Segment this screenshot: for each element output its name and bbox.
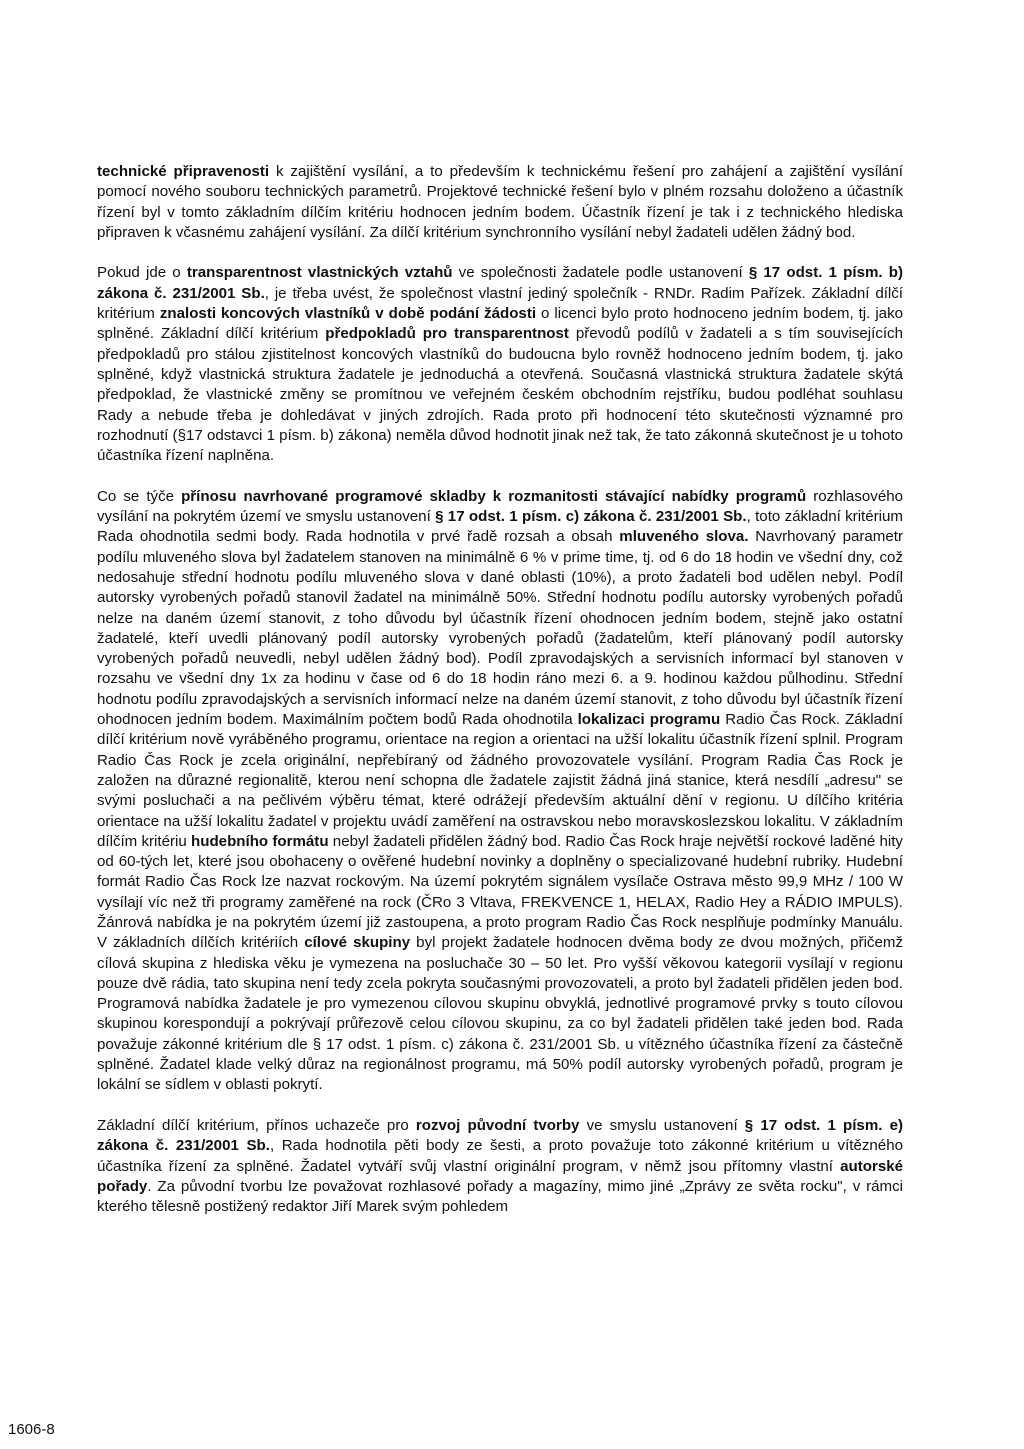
text-run: , toto základní kritérium Rada ohodnotila sedmi body. Rada hodnotila v prvé řadě rozsah a obsah xyxy=(97,508,903,546)
paragraph-program-diversity xyxy=(97,487,903,1096)
text-run: Navrhovaný parametr podílu mluveného slova byl žadatelem stanoven na minimálně 6 % v prime time, tj. od 6 do 18 hodin ve všední dny, což nedosahuje střední hodnotu podílu mluveného slova v dané oblasti (10%), a proto žadateli bod udělen nebyl. Podíl autorsky vyrobených pořadů stanovil žadatel na minimálně 50%. Střední hodnotu podílu autorsky vyrobených pořadů nelze na daném území stanovit, z toho důvodu byl účastník řízení ohodnocen jedním bodem, stejně jako ostatní žadatelé, kteří uvedli plánovaný podíl autorsky vyrobených pořadů (žadatelům, kteří plánovaný podíl autorsky vyrobených pořadů neuvedli, nebyl udělen žádný bod). Podíl zpravodajských a servisních informací byl stanoven v rozsahu ve všední dny 1x za hodinu v čase od 6 do 18 hodin ráno mezi 6. a 9. hodinou každou půlhodinu. Střední hodnotu podílu zpravodajských a servisních informací nelze na daném území stanovit, z toho důvodu byl účastník řízení ohodnocen jedním bodem. Maximálním počtem bodů Rada ohodnotila xyxy=(97,528,903,729)
bold-text-run: hudebního formátu xyxy=(191,832,329,850)
bold-text-run: § 17 odst. 1 písm. c) zákona č. 231/2001 Sb. xyxy=(435,508,747,526)
text-run: o licenci bylo proto hodnoceno jedním bodem, tj. jako splněné. Základní dílčí kritérium xyxy=(97,305,904,343)
text-run: rozhlasového vysílání na pokrytém území ve smyslu ustanovení xyxy=(97,487,904,526)
text-run: k zajištění vysílání, a to především k technickému řešení pro zahájení a zajištění vysílání pomocí nového souboru technických parametrů. Projektové technické řešení bylo v plném rozsahu doloženo a účastník řízení byl v tomto základním dílčím kritériu hodnocen jedním bodem. Účastník řízení je tak i z technického hlediska připraven k včasnému zahájení vysílání. Za dílčí kritérium synchronního vysílání nebyl žadateli udělen žádný bod. xyxy=(97,163,903,241)
document-body xyxy=(97,162,903,1217)
text-run: ve společnosti žadatele podle ustanovení xyxy=(452,264,749,282)
bold-text-run: § 17 odst. 1 písm. b) zákona č. 231/2001 Sb. xyxy=(97,264,903,302)
text-run: byl projekt žadatele hodnocen dvěma body ze dvou možných, přičemž cílová skupina z hlediska věku je vymezena na posluchače 30 – 50 let. Pro vyšší věkovou kategorii vysílají v regionu pouze dvě rádia, tato skupina není tedy zcela pokryta současnými provozovateli, a proto byl žadateli přidělen jeden bod. Programová nabídka žadatele je pro vymezenou cílovou skupinu obvyklá, jednotlivé programové prvky s touto cílovou skupinou korespondují a pokrývají průřezově celou cílovou skupinu, za co byl žadateli přidělen také jeden bod. Rada považuje zákonné kritérium dle § 17 odst. 1 písm. c) zákona č. 231/2001 Sb. u vítězného účastníka řízení za částečně splněné. Žadatel klade velký důraz na regionálnost programu, má 50% podíl autorsky vyrobených pořadů, program je lokální se sídlem v oblasti pokrytí. xyxy=(97,934,903,1094)
text-run: , Rada hodnotila pěti body ze šesti, a proto považuje toto zákonné kritérium u vítězného účastníka řízení za splněné. Žadatel vytváří svůj vlastní originální program, v němž jsou přítomny vlastní xyxy=(97,1137,903,1175)
bold-text-run: předpokladů pro transparentnost xyxy=(325,325,569,343)
bold-text-run: lokalizaci programu xyxy=(577,711,721,729)
bold-text-run: přínosu navrhované programové skladby k rozmanitosti stávající nabídky programů xyxy=(181,487,807,505)
bold-text-run: znalosti koncových vlastníků v době podání žádosti xyxy=(159,305,537,323)
text-run: Základní dílčí kritérium, přínos uchazeče pro xyxy=(97,1116,416,1134)
text-run: . Za původní tvorbu lze považovat rozhlasové pořady a magazíny, mimo jiné „Zprávy ze světa rocku", v rámci kterého tělesně postižený redaktor Jiří Marek svým pohledem xyxy=(97,1177,903,1216)
bold-text-run: autorské pořady xyxy=(97,1157,903,1195)
text-run: nebyl žadateli přidělen žádný bod. Radio Čas Rock hraje největší rockové laděné hity od 60-tých let, které jsou obohaceny o ověřené hudební novinky a doplněny o specializované hudební rubriky. Hudební formát Radio Čas Rock lze nazvat rockovým. Na území pokrytém signálem vysílače Ostrava město 99,9 MHz / 100 W vysílají víc než tři programy zaměřené na rock (ČRo 3 Vltava, FREKVENCE 1, HELAX, Radio Hey a RÁDIO IMPULS). Žánrová nabídka je na pokrytém území již zastoupena, a proto program Radio Čas Rock nesplňuje podmínky Manuálu. V základních dílčích kritériích xyxy=(97,832,903,952)
text-run: ve smyslu ustanovení xyxy=(579,1116,745,1134)
bold-text-run: technické připravenosti xyxy=(97,163,270,180)
text-run: , je třeba uvést, že společnost vlastní jediný společník - RNDr. Radim Pařízek. Základní dílčí kritérium xyxy=(97,284,903,323)
text-run: převodů podílů v žadateli a s tím souvisejících předpokladů pro stálou zjistitelnost koncových vlastníků do budoucna bylo rovněž hodnoceno jedním bodem, tj. jako splněné, když vlastnická struktura žadatele je jednoduchá a otevřená. Současná vlastnická struktura žadatele skýtá předpoklad, že vlastnické změny se promítnou ve veřejném českém obchodním rejstříku, budou podléhat souhlasu Rady a nebude třeba je dohledávat v jiných zdrojích. Rada proto při hodnocení této skutečnosti významné pro rozhodnutí (§17 odstavci 1 písm. b) zákona) neměla důvod hodnotit jinak než tak, že tato zákonná skutečnost je u tohoto účastníka řízení naplněna. xyxy=(97,325,903,465)
paragraph-ownership-transparency xyxy=(97,263,903,466)
bold-text-run: cílové skupiny xyxy=(304,934,411,952)
bold-text-run: transparentnost vlastnických vztahů xyxy=(186,264,453,282)
bold-text-run: rozvoj původní tvorby xyxy=(415,1116,580,1134)
paragraph-original-production xyxy=(97,1116,903,1217)
text-run: Radio Čas Rock. Základní dílčí kritérium nově vyráběného programu, orientace na region a orientaci na užší lokalitu účastník řízení splnil. Program Radio Čas Rock je zcela originální, nepřebíraný od žádného provozovatele vysílání. Program Radia Čas Rock je založen na důrazné regionalitě, kterou není schopna dle žadatele zajistit žádná jiná stanice, která nesdílí „adresu" se svými posluchači a na pečlivém výběru témat, které odrážejí především aktuální dění v regionu. U dílčího kritéria orientace na užší lokalitu žadatel v projektu uvádí zaměření na ostravskou nebo moravskoslezskou lokalitu. V základním dílčím kritériu xyxy=(97,711,903,850)
text-run: Co se týče xyxy=(97,487,182,505)
text-run: Pokud jde o xyxy=(97,264,187,282)
bold-text-run: § 17 odst. 1 písm. e) zákona č. 231/2001 Sb. xyxy=(97,1116,904,1155)
bold-text-run: mluveného slova. xyxy=(619,528,749,546)
paragraph-technical-readiness xyxy=(97,162,903,243)
page-number: 1606-8 xyxy=(8,1421,55,1438)
